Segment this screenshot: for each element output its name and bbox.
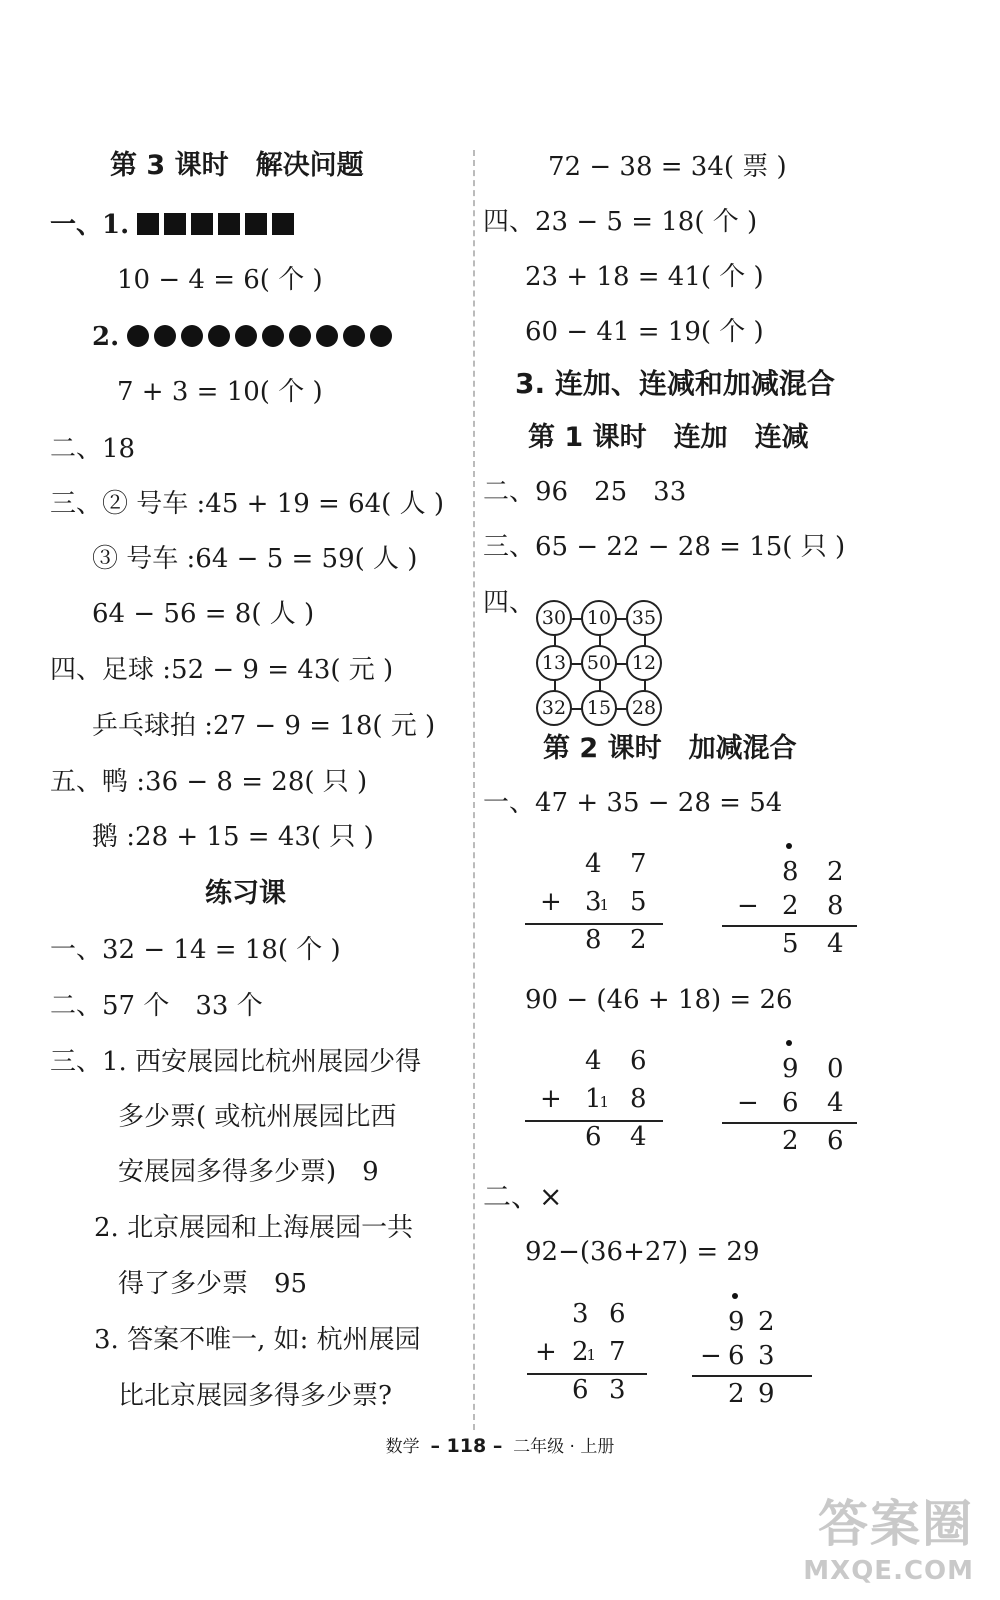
vertical-calc-3 — [525, 1042, 663, 1156]
filled-dot — [127, 325, 149, 347]
filled-square — [137, 213, 159, 235]
filled-dot — [289, 325, 311, 347]
operator: + — [535, 1337, 557, 1367]
digit: 2 — [782, 891, 799, 921]
watermark-logo — [803, 1484, 974, 1586]
digit: 31 — [585, 887, 610, 917]
digit: 5 — [630, 887, 647, 917]
borrow-dot — [786, 843, 792, 849]
borrow-dot — [732, 1293, 738, 1299]
r-line3: 23 + 18 = 41( 个 ) — [525, 262, 764, 292]
digit: 4 — [827, 1088, 844, 1118]
filled-dot — [181, 325, 203, 347]
grid-cell: 35 — [626, 600, 662, 636]
filled-dot — [370, 325, 392, 347]
digit: 2 — [758, 1307, 775, 1337]
q1-answer: 10 − 4 = 6( 个 ) — [117, 265, 323, 295]
operator: − — [737, 891, 759, 921]
filled-dot — [235, 325, 257, 347]
column-divider — [473, 150, 475, 1430]
r-line1: 72 − 38 = 34( 票 ) — [548, 152, 787, 182]
borrow-dot — [786, 1040, 792, 1046]
q-san-b: ③ 号车 :64 − 5 = 59( 人 ) — [92, 544, 418, 574]
vertical-calc-6 — [692, 1295, 812, 1413]
lesson2-title: 第 2 课时 加减混合 — [543, 733, 797, 764]
q-san-a: 三、② 号车 :45 + 19 = 64( 人 ) — [50, 489, 444, 519]
lesson1-title: 第 1 课时 连加 连减 — [528, 422, 809, 453]
filled-square — [245, 213, 267, 235]
grid-cell: 28 — [626, 690, 662, 726]
digit: 21 — [572, 1337, 597, 1367]
filled-dot — [154, 325, 176, 347]
q-si-a: 四、足球 :52 − 9 = 43( 元 ) — [50, 655, 394, 685]
digit: 5 — [782, 929, 799, 959]
question-2 — [92, 320, 397, 354]
operator: − — [700, 1341, 722, 1371]
operator: + — [540, 1084, 562, 1114]
practice-3-line1: 三、1. 西安展园比杭州展园少得 — [50, 1047, 422, 1077]
filled-square — [164, 213, 186, 235]
digit: 0 — [827, 1054, 844, 1084]
filled-dot — [343, 325, 365, 347]
digit: 2 — [827, 857, 844, 887]
digit: 6 — [572, 1375, 589, 1405]
l2-eq2: 90 − (46 + 18) = 26 — [525, 985, 793, 1015]
page-footer — [0, 1432, 1000, 1457]
grid-cell: 30 — [536, 600, 572, 636]
q-er: 二、18 — [50, 434, 136, 464]
practice-title: 练习课 — [205, 878, 286, 909]
filled-square — [272, 213, 294, 235]
l2-q2: 二、× — [483, 1180, 563, 1213]
watermark-url: MXQE.COM — [803, 1556, 974, 1586]
grid-cell: 10 — [581, 600, 617, 636]
digit: 8 — [782, 857, 799, 887]
vertical-calc-1 — [525, 845, 663, 959]
digit: 8 — [585, 925, 602, 955]
footer-grade: 二年级 · 上册 — [513, 1437, 615, 1457]
digit: 3 — [609, 1375, 626, 1405]
filled-dot — [208, 325, 230, 347]
page-number: – 118 – — [430, 1435, 503, 1457]
practice-3-line2: 多少票( 或杭州展园比西 — [118, 1102, 397, 1132]
squares-row — [137, 210, 299, 240]
digit: 4 — [585, 1046, 602, 1076]
l1-q2: 二、96 25 33 — [483, 477, 687, 507]
digit: 8 — [827, 891, 844, 921]
number-grid — [536, 600, 666, 725]
r-line2: 四、23 − 5 = 18( 个 ) — [483, 207, 758, 237]
l2-q1: 一、47 + 35 − 28 = 54 — [483, 788, 783, 818]
digit: 2 — [630, 925, 647, 955]
practice-3-line3: 安展园多得多少票) 9 — [118, 1157, 379, 1187]
practice-3-line6: 3. 答案不唯一, 如: 杭州展园 — [94, 1325, 421, 1355]
q2-label: 2. — [92, 322, 120, 352]
filled-square — [191, 213, 213, 235]
q-wu-b: 鹅 :28 + 15 = 43( 只 ) — [92, 822, 374, 852]
grid-cell: 13 — [536, 645, 572, 681]
grid-cell: 50 — [581, 645, 617, 681]
operator: + — [540, 887, 562, 917]
lesson-title: 第 3 课时 解决问题 — [110, 150, 364, 181]
digit: 6 — [609, 1299, 626, 1329]
digit: 11 — [585, 1084, 610, 1114]
digit: 4 — [585, 849, 602, 879]
l2-eq3: 92−(36+27) = 29 — [525, 1237, 760, 1267]
filled-dot — [316, 325, 338, 347]
grid-cell: 15 — [581, 690, 617, 726]
digit: 8 — [630, 1084, 647, 1114]
digit: 9 — [782, 1054, 799, 1084]
r-line4: 60 − 41 = 19( 个 ) — [525, 317, 764, 347]
unit-title: 3. 连加、连减和加减混合 — [515, 367, 835, 400]
grid-cell: 12 — [626, 645, 662, 681]
digit: 6 — [827, 1126, 844, 1156]
filled-dot — [262, 325, 284, 347]
q2-answer: 7 + 3 = 10( 个 ) — [117, 377, 323, 407]
q1-label: 一、1. — [50, 210, 130, 240]
digit: 7 — [609, 1337, 626, 1367]
digit: 4 — [827, 929, 844, 959]
digit: 6 — [585, 1122, 602, 1152]
grid-cell: 32 — [536, 690, 572, 726]
digit: 9 — [728, 1307, 745, 1337]
practice-3-line4: 2. 北京展园和上海展园一共 — [94, 1213, 414, 1243]
l1-q3: 三、65 − 22 − 28 = 15( 只 ) — [483, 532, 846, 562]
q-si-b: 乒乓球拍 :27 − 9 = 18( 元 ) — [92, 711, 436, 741]
filled-square — [218, 213, 240, 235]
operator: − — [737, 1088, 759, 1118]
digit: 6 — [782, 1088, 799, 1118]
footer-subject: 数学 — [385, 1437, 420, 1457]
practice-2: 二、57 个 33 个 — [50, 991, 263, 1021]
digit: 3 — [572, 1299, 589, 1329]
question-1 — [50, 208, 299, 242]
digit: 4 — [630, 1122, 647, 1152]
practice-1: 一、32 − 14 = 18( 个 ) — [50, 935, 341, 965]
practice-3-line5: 得了多少票 95 — [118, 1269, 308, 1299]
l1-q4-label: 四、 — [483, 588, 536, 618]
watermark-text: 答案圈 — [818, 1495, 974, 1553]
digit: 6 — [728, 1341, 745, 1371]
digit: 2 — [728, 1379, 745, 1409]
digit: 2 — [782, 1126, 799, 1156]
dots-row — [127, 322, 397, 352]
vertical-calc-2 — [722, 845, 857, 963]
vertical-calc-5 — [527, 1295, 647, 1409]
vertical-calc-4 — [722, 1042, 857, 1160]
digit: 6 — [630, 1046, 647, 1076]
digit: 9 — [758, 1379, 775, 1409]
digit: 7 — [630, 849, 647, 879]
digit: 3 — [758, 1341, 775, 1371]
q-wu-a: 五、鸭 :36 − 8 = 28( 只 ) — [50, 767, 368, 797]
practice-3-line7: 比北京展园多得多少票? — [118, 1381, 392, 1411]
q-san-c: 64 − 56 = 8( 人 ) — [92, 599, 315, 629]
